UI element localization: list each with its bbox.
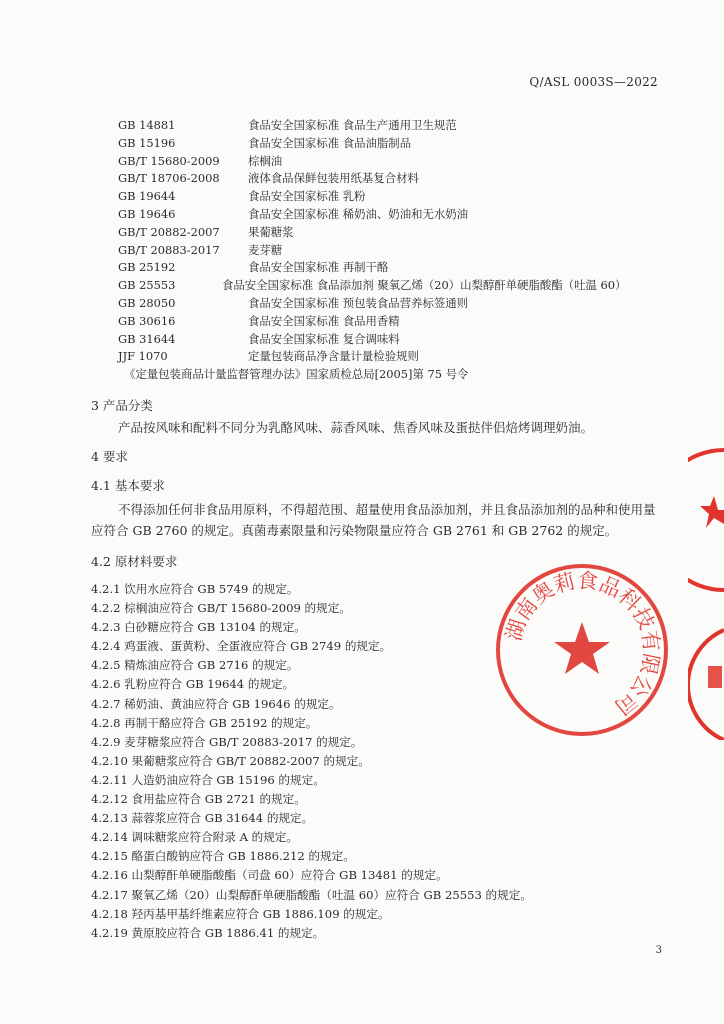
reference-row — [118, 117, 678, 135]
reference-row — [118, 206, 678, 224]
reference-code: GB 31644 — [118, 331, 176, 346]
reference-code: GB 25192 — [118, 260, 176, 275]
section-3-heading: 3 产品分类 — [91, 398, 153, 413]
reference-code: GB 14881 — [118, 118, 176, 132]
material-item: 4.2.9 麦芽糖浆应符合 GB/T 20883-2017 的规定。 — [91, 734, 363, 749]
material-item: 4.2.1 饮用水应符合 GB 5749 的规定。 — [91, 582, 299, 596]
reference-code: GB 19646 — [118, 206, 176, 221]
reference-code: GB/T 20883-2017 — [118, 242, 220, 257]
star-icon — [554, 622, 610, 674]
reference-title: 食品安全国家标准 食品生产通用卫生规范 — [248, 118, 457, 132]
reference-code: GB 19644 — [118, 189, 176, 204]
material-item: 4.2.7 稀奶油、黄油应符合 GB 19646 的规定。 — [91, 696, 341, 711]
material-item: 4.2.14 调味糖浆应符合附录 A 的规定。 — [91, 830, 299, 845]
reference-code: GB 15196 — [118, 135, 176, 150]
references-list — [118, 117, 678, 384]
reference-title: 食品安全国家标准 预包装食品营养标签通则 — [248, 295, 469, 310]
star-icon — [700, 496, 724, 528]
reference-row — [118, 331, 678, 349]
material-item: 4.2.10 果葡糖浆应符合 GB/T 20882-2007 的规定。 — [91, 753, 370, 768]
section-3-text: 产品按风味和配料不同分为乳酪风味、蒜香风味、焦香风味及蛋挞伴侣焙烤调理奶油。 — [118, 420, 594, 435]
reference-code: GB/T 18706-2008 — [118, 171, 220, 186]
reference-row — [118, 313, 678, 331]
partial-seal-edge — [688, 440, 724, 740]
reference-row — [118, 188, 678, 206]
materials-list — [91, 580, 532, 943]
material-item: 4.2.16 山梨醇酐单硬脂酸酯（司盘 60）应符合 GB 13481 的规定。 — [91, 868, 448, 883]
reference-title: 食品安全国家标准 复合调味料 — [248, 331, 400, 346]
material-item: 4.2.19 黄原胶应符合 GB 1886.41 的规定。 — [91, 925, 325, 940]
material-item: 4.2.12 食用盐应符合 GB 2721 的规定。 — [91, 792, 306, 807]
reference-title: 食品安全国家标准 食品添加剂 聚氧乙烯（20）山梨醇酐单硬脂酸酯（吐温 60） — [222, 278, 627, 293]
reference-code: GB/T 15680-2009 — [118, 153, 220, 168]
material-item: 4.2.3 白砂糖应符合 GB 13104 的规定。 — [91, 620, 306, 635]
material-item: 4.2.18 羟丙基甲基纤维素应符合 GB 1886.109 的规定。 — [91, 906, 390, 921]
reference-row — [118, 153, 678, 171]
reference-title: 液体食品保鲜包装用纸基复合材料 — [248, 171, 419, 186]
section-4-1-line-2: 应符合 GB 2760 的规定。真菌毒素限量和污染物限量应符合 GB 2761 和 GB 2762 的规定。 — [91, 523, 618, 538]
reference-row — [118, 170, 678, 188]
section-4-1-heading: 4.1 基本要求 — [91, 478, 165, 493]
material-item: 4.2.13 蒜蓉浆应符合 GB 31644 的规定。 — [91, 811, 314, 826]
reference-row — [118, 348, 678, 366]
reference-row — [118, 277, 678, 295]
reference-code: GB/T 20882-2007 — [118, 224, 220, 239]
reference-title: 食品安全国家标准 乳粉 — [248, 189, 366, 204]
company-seal — [492, 560, 672, 740]
page-number: 3 — [655, 945, 662, 956]
reference-code: GB 25553 — [118, 278, 176, 293]
document-code: Q/ASL 0003S—2022 — [529, 75, 658, 89]
section-4-heading: 4 要求 — [91, 449, 128, 464]
reference-row — [118, 259, 678, 277]
reference-row — [118, 295, 678, 313]
material-item: 4.2.11 人造奶油应符合 GB 15196 的规定。 — [91, 772, 325, 787]
material-item: 4.2.5 精炼油应符合 GB 2716 的规定。 — [91, 658, 299, 673]
material-item: 4.2.4 鸡蛋液、蛋黄粉、全蛋液应符合 GB 2749 的规定。 — [91, 639, 392, 654]
section-4-2-heading: 4.2 原材料要求 — [91, 554, 178, 569]
reference-title: 食品安全国家标准 再制干酪 — [248, 260, 389, 275]
reference-code: GB 28050 — [118, 295, 176, 310]
reference-title: 食品安全国家标准 食品用香精 — [248, 313, 400, 328]
material-item: 4.2.8 再制干酪应符合 GB 25192 的规定。 — [91, 715, 318, 730]
reference-code: GB 30616 — [118, 313, 176, 328]
material-item: 4.2.2 棕榈油应符合 GB/T 15680-2009 的规定。 — [91, 601, 351, 616]
reference-title: 棕榈油 — [248, 153, 283, 168]
reference-title: 果葡糖浆 — [248, 224, 294, 239]
reference-row — [118, 242, 678, 260]
reference-title: 食品安全国家标准 稀奶油、奶油和无水奶油 — [248, 206, 469, 221]
reference-title: 麦芽糖 — [248, 242, 283, 257]
reference-row — [118, 135, 678, 153]
reference-title: 食品安全国家标准 食品油脂制品 — [248, 135, 412, 150]
reference-row — [118, 224, 678, 242]
material-item: 4.2.17 聚氧乙烯（20）山梨醇酐单硬脂酸酯（吐温 60）应符合 GB 25553 的规定。 — [91, 887, 532, 902]
reference-title: 定量包装商品净含量计量检验规则 — [248, 349, 419, 364]
reference-code: JJF 1070 — [118, 349, 168, 364]
section-4-1-line-1: 不得添加任何非食品用原料，不得超范围、超量使用食品添加剂，并且食品添加剂的品种和使用量 — [118, 502, 656, 517]
reference-row — [118, 366, 678, 384]
seal-text: 湖南奥莉食品科技有限公司 — [501, 568, 664, 720]
material-item: 4.2.6 乳粉应符合 GB 19644 的规定。 — [91, 677, 295, 692]
material-item: 4.2.15 酪蛋白酸钠应符合 GB 1886.212 的规定。 — [91, 849, 355, 864]
reference-code: 《定量包装商品计量监督管理办法》国家质检总局[2005]第 75 号令 — [124, 367, 469, 382]
